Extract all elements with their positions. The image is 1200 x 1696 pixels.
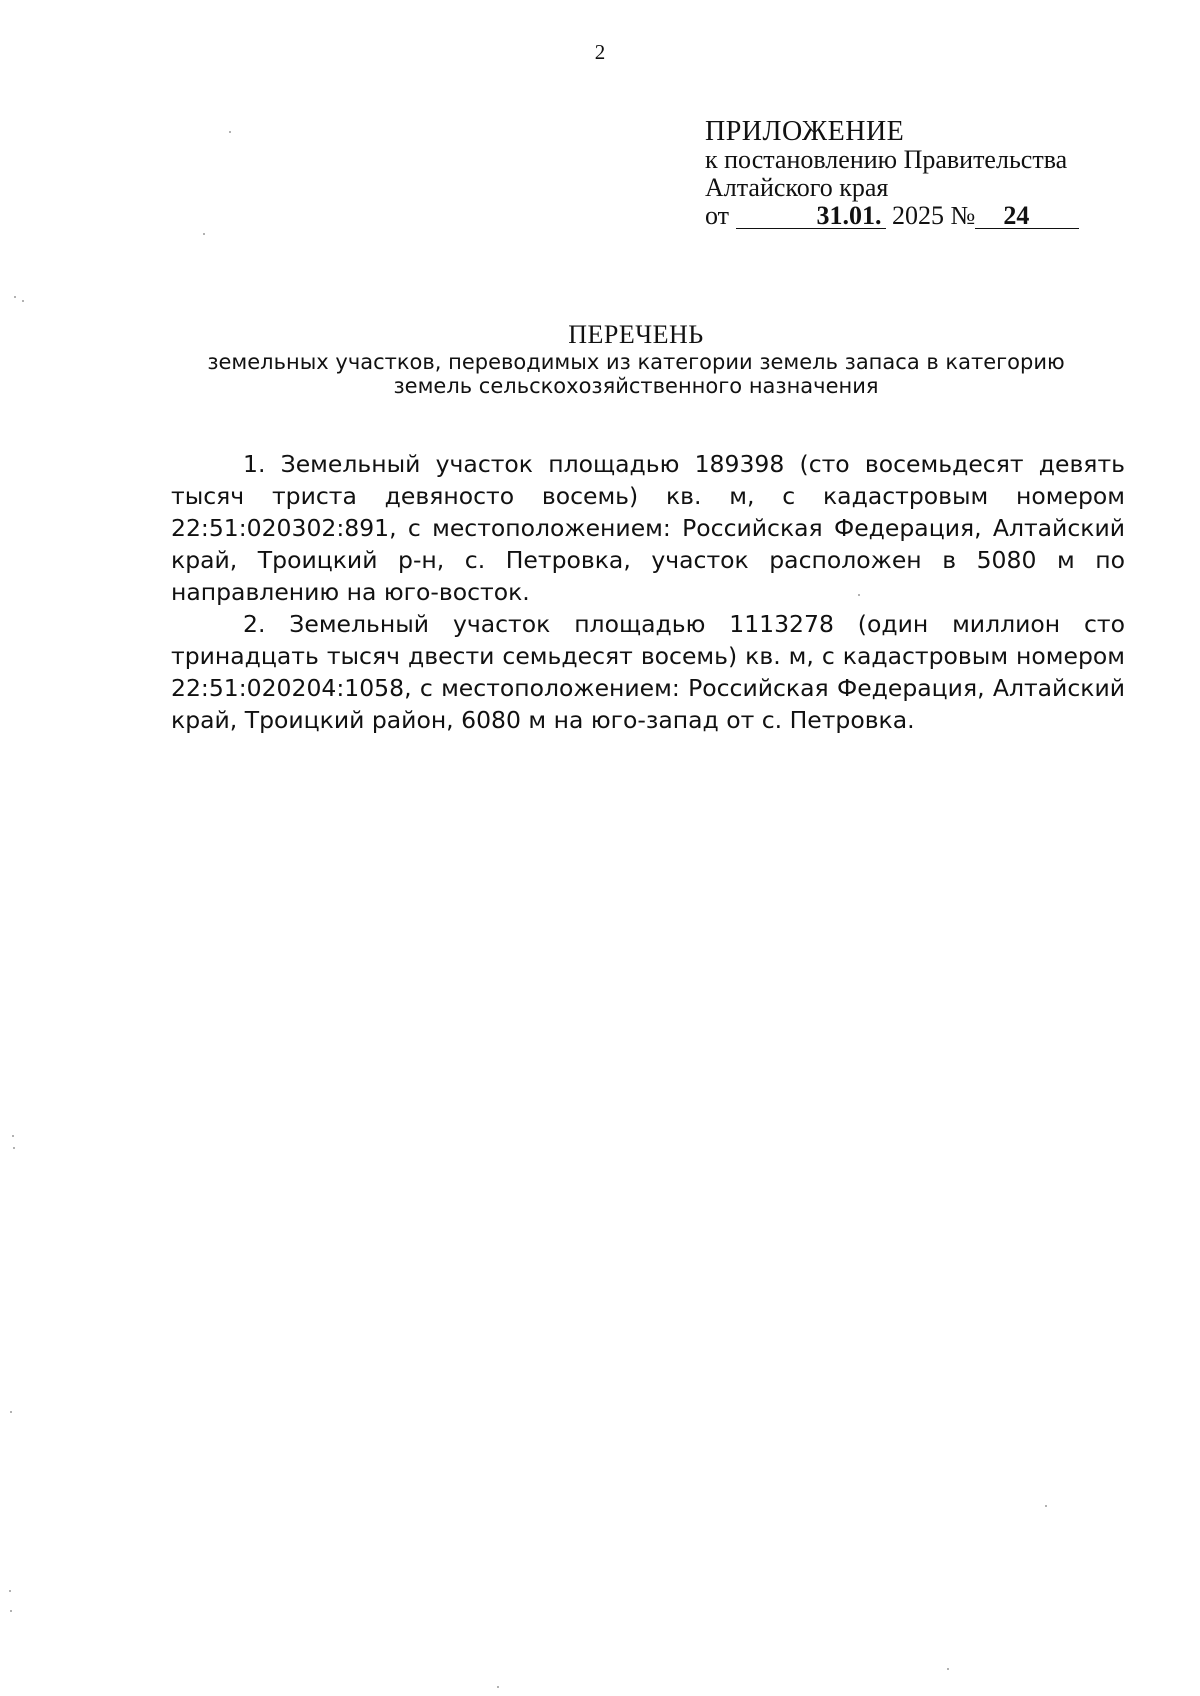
appendix-date-row (705, 202, 1079, 230)
list-subtitle-line2: земель сельскохозяйственного назначения (393, 374, 879, 398)
resolution-number: 24 (975, 204, 1079, 229)
resolution-date: 31.01. (736, 204, 886, 229)
appendix-line-resolution: к постановлению Правительства (705, 145, 1068, 174)
list-subtitle-line1: земельных участков, переводимых из категории земель запаса в категорию (207, 350, 1065, 374)
list-title: ПЕРЕЧЕНЬ (568, 320, 704, 349)
from-label: от (705, 201, 730, 230)
land-plot-list (171, 448, 1125, 736)
land-plot-item-2: 2. Земельный участок площадью 1113278 (один миллион сто тринадцать тысяч двести семьдесят восемь) кв. м, с кадастровым номером 22:51:020204:1058, с местоположением: Российская Федерация, Алтайский край, Троицкий район, 6080 м на юго-запад от с. Петровка. (171, 610, 1125, 734)
appendix-block (705, 118, 1079, 230)
appendix-line-region: Алтайского края (705, 173, 889, 202)
resolution-year: 2025 (892, 201, 945, 230)
list-heading (150, 320, 1122, 398)
number-sign: № (950, 201, 976, 230)
land-plot-item-1: 1. Земельный участок площадью 189398 (сто восемьдесят девять тысяч триста девяносто восемь) кв. м, с кадастровым номером 22:51:020302:891, с местоположением: Российская Федерация, Алтайский край, Троицкий р-н, с. Петровка, участок расположен в 5080 м по направлению на юго-восток. (171, 450, 1125, 606)
page-number: 2 (594, 40, 606, 64)
appendix-title: ПРИЛОЖЕНИЕ (705, 116, 905, 147)
